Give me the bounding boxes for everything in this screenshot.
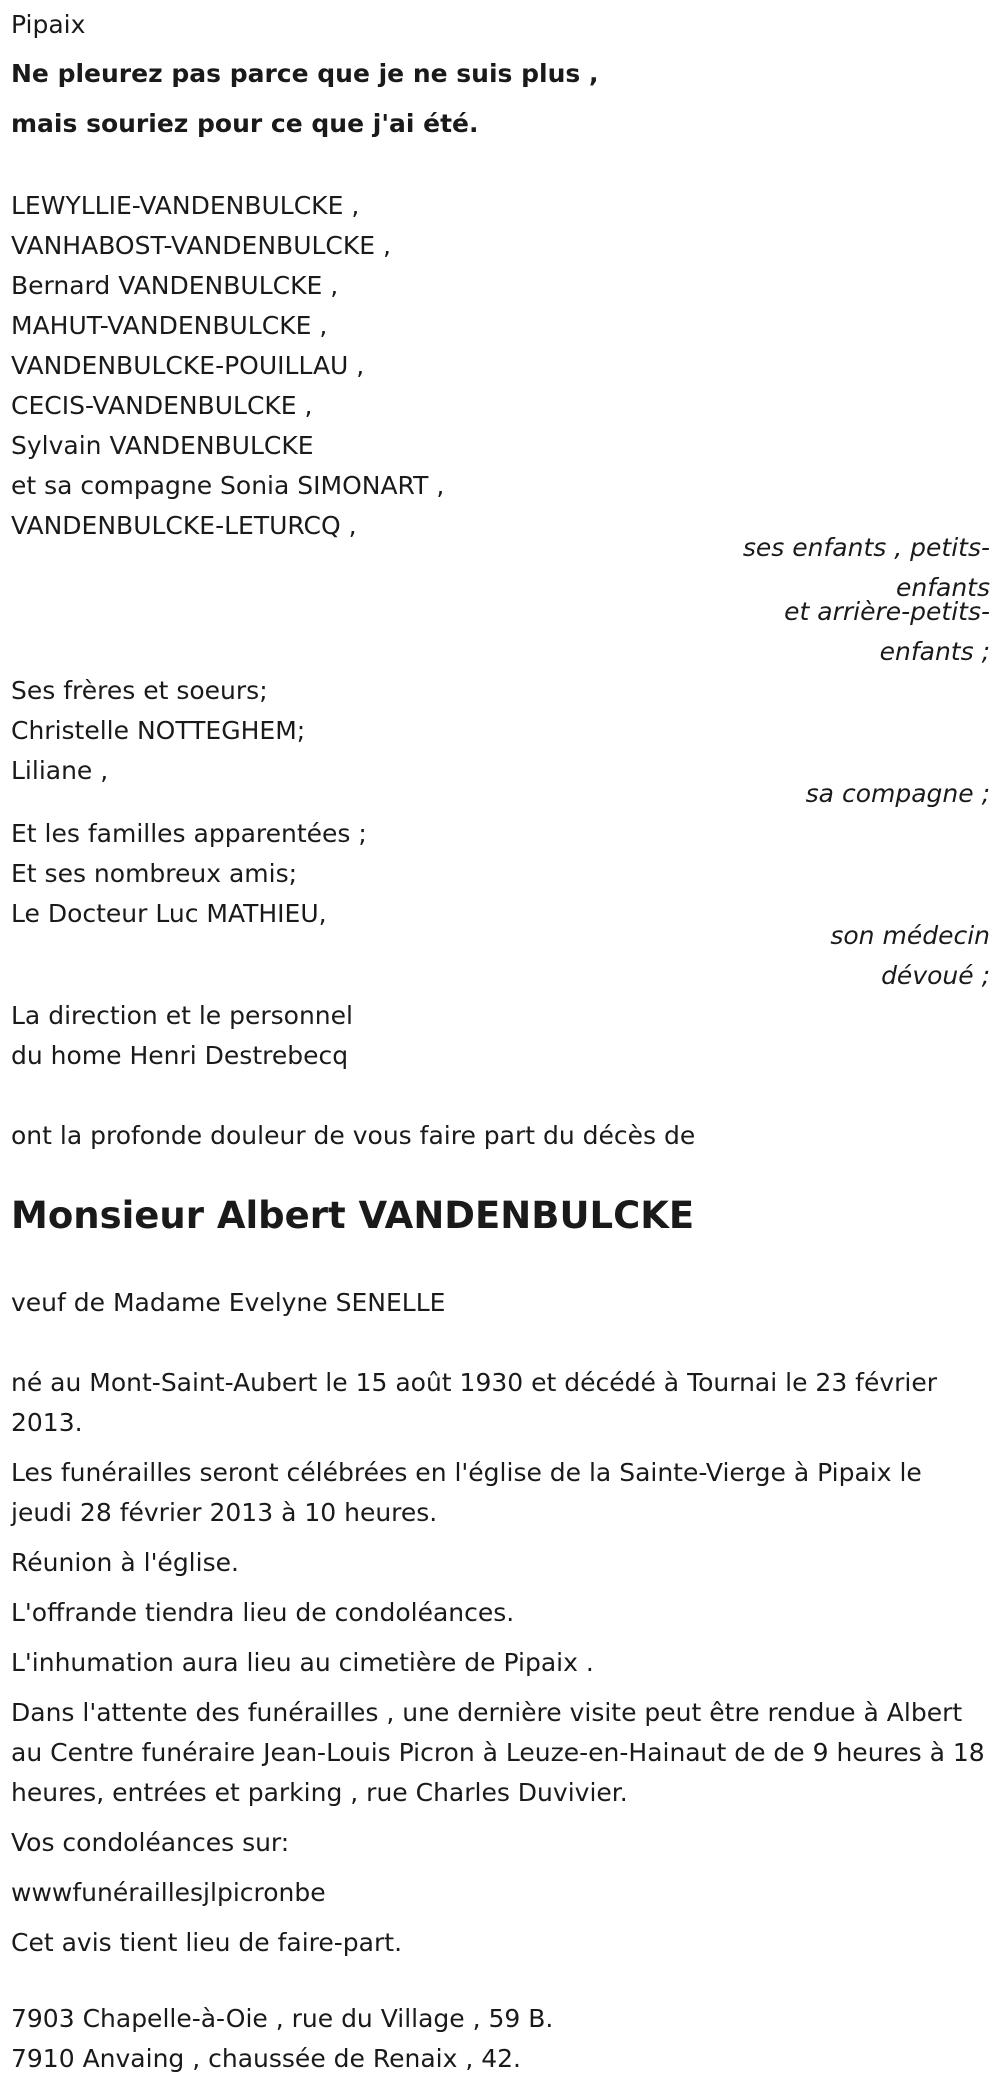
widower-text: veuf de Madame Evelyne SENELLE (11, 1288, 446, 1317)
deceased-name: Monsieur Albert VANDENBULCKE (11, 1194, 695, 1237)
sibling-role: sa compagne ; (805, 779, 990, 808)
families-text: Et les familles apparentées ; (11, 819, 367, 848)
notice-text: Cet avis tient lieu de faire-part. (11, 1928, 403, 1957)
children-role-line-3: et arrière-petits- (784, 597, 990, 626)
condolences-label: Vos condoléances sur: (11, 1828, 290, 1857)
doctor-role-line-2: dévoué ; (881, 961, 990, 990)
location-text: Pipaix (11, 10, 86, 39)
siblings-intro: Ses frères et soeurs; (11, 676, 268, 705)
address-line-2: 7910 Anvaing , chaussée de Renaix , 42. (11, 2044, 521, 2073)
child-name: VANDENBULCKE-LETURCQ , (11, 511, 357, 540)
children-role-line-1: ses enfants , petits- (742, 533, 990, 562)
quote-line-2: mais souriez pour ce que j'ai été. (11, 109, 479, 138)
direction-line-2: du home Henri Destrebecq (11, 1041, 349, 1070)
announcement-text: ont la profonde douleur de vous faire part du décès de (11, 1121, 696, 1150)
doctor-text: Le Docteur Luc MATHIEU, (11, 899, 327, 928)
visit-text: Dans l'attente des funérailles , une dernière visite peut être rendue à Albert au Centre funéraire Jean-Louis Picron à Leuze-en-Hainaut de de 9 heures à 18 heures, entrées et parking , rue Charles Duvivier. (11, 1698, 985, 1807)
children-role-line-2: enfants (895, 573, 990, 602)
direction-line-1: La direction et le personnel (11, 1001, 353, 1030)
sibling-name: Christelle NOTTEGHEM; (11, 716, 306, 745)
friends-text: Et ses nombreux amis; (11, 859, 298, 888)
condolences-website: wwwfunéraillesjlpicronbe (11, 1878, 326, 1907)
child-name: Bernard VANDENBULCKE , (11, 271, 339, 300)
child-name: Sylvain VANDENBULCKE (11, 431, 314, 460)
funeral-text: Les funérailles seront célébrées en l'église de la Sainte-Vierge à Pipaix le jeudi 28 février 2013 à 10 heures. (11, 1458, 922, 1527)
child-name: CECIS-VANDENBULCKE , (11, 391, 313, 420)
birth-death-text: né au Mont-Saint-Aubert le 15 août 1930 et décédé à Tournai le 23 février 2013. (11, 1368, 938, 1437)
doctor-role-line-1: son médecin (830, 921, 990, 950)
address-line-1: 7903 Chapelle-à-Oie , rue du Village , 59 B. (11, 2004, 554, 2033)
child-name: VANHABOST-VANDENBULCKE , (11, 231, 391, 260)
quote-line-1: Ne pleurez pas parce que je ne suis plus , (11, 59, 599, 88)
meeting-text: Réunion à l'église. (11, 1548, 239, 1577)
burial-text: L'inhumation aura lieu au cimetière de Pipaix . (11, 1648, 594, 1677)
child-name: VANDENBULCKE-POUILLAU , (11, 351, 365, 380)
offering-text: L'offrande tiendra lieu de condoléances. (11, 1598, 515, 1627)
child-name: MAHUT-VANDENBULCKE , (11, 311, 328, 340)
sibling-name: Liliane , (11, 756, 109, 785)
child-name: et sa compagne Sonia SIMONART , (11, 471, 445, 500)
child-name: LEWYLLIE-VANDENBULCKE , (11, 191, 360, 220)
children-role-line-4: enfants ; (879, 637, 990, 666)
